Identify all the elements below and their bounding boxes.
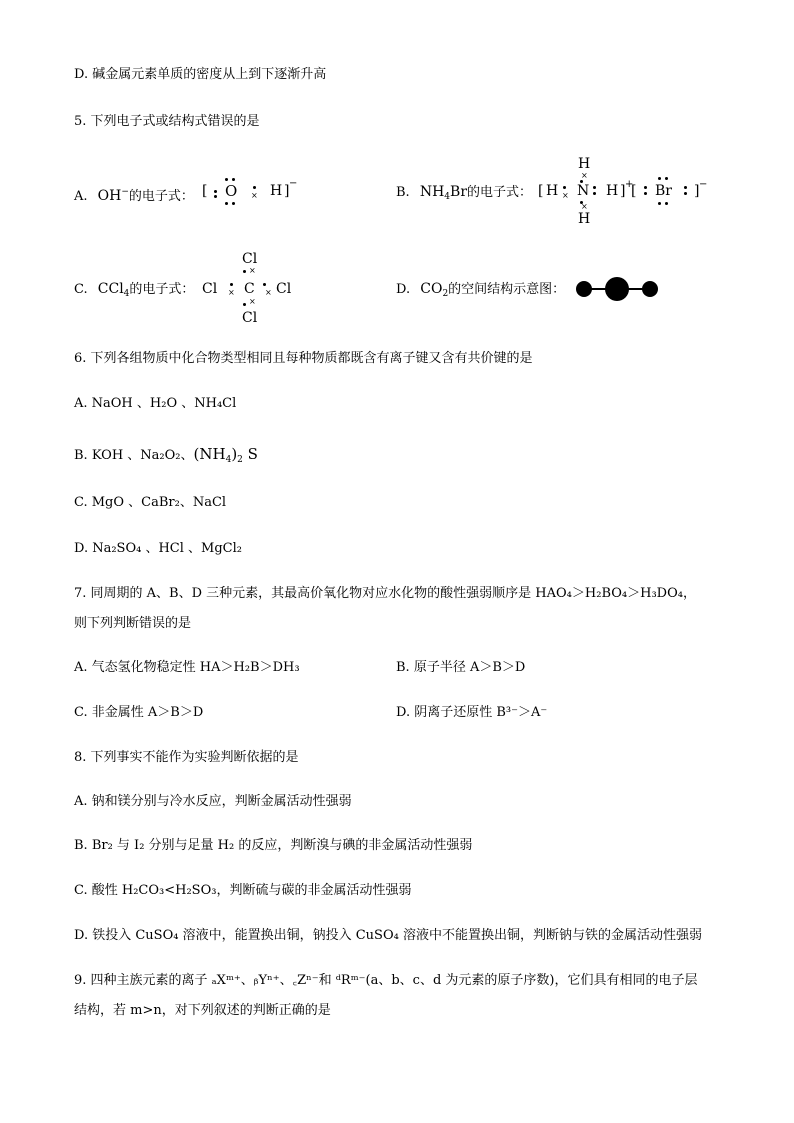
q5c-formula-sub: 4 [123, 289, 130, 299]
dot [644, 186, 647, 189]
q5d-formula [420, 281, 448, 297]
dot [644, 192, 647, 195]
cross-electron: × [251, 191, 258, 200]
co2-space-model-icon [574, 276, 660, 302]
br-bracket-open: [ [631, 183, 637, 199]
q8-option-c: C. 酸性 H₂CO₃<H₂SO₃，判断硫与碳的非金属活动性强弱 [74, 883, 412, 898]
dot [658, 202, 661, 205]
cross-electron: × [228, 288, 235, 297]
oh-oxygen: O [225, 182, 238, 200]
q6b-formula-part: (NH [193, 445, 226, 463]
dot [214, 195, 217, 198]
q5b-formula-text2: Br [450, 184, 468, 200]
dot [593, 186, 596, 189]
q5-option-d [396, 281, 565, 302]
co2-carbon [605, 277, 629, 301]
q5d-label: D. [396, 282, 411, 297]
oh-charge: − [289, 178, 298, 189]
co2-oxygen-right [642, 281, 658, 297]
q5-option-a [74, 184, 194, 205]
cross-electron: × [265, 288, 272, 297]
q6-stem: 6. 下列各组物质中化合物类型相同且每种物质都既含有离子键又含有共价键的是 [74, 351, 533, 366]
ccl4-cl-left: Cl [202, 281, 218, 297]
oh-bracket-close: ] [284, 183, 290, 199]
q6-option-d: D. Na₂SO₄ 、HCl 、MgCl₂ [74, 541, 242, 556]
dot [593, 192, 596, 195]
ccl4-cl-right: Cl [276, 281, 292, 297]
q5a-formula-text: OH [97, 188, 122, 204]
q5b-formula [420, 184, 467, 200]
q7-option-d: D. 阴离子还原性 B³⁻＞A⁻ [396, 705, 548, 720]
q8-stem: 8. 下列事实不能作为实验判断依据的是 [74, 750, 299, 765]
ccl4-cl-bottom: Cl [242, 310, 258, 326]
dot [225, 202, 228, 205]
q6b-formula-sub: 4 [225, 455, 232, 465]
q6-option-c: C. MgO 、CaBr₂、NaCl [74, 495, 227, 510]
q8-option-a: A. 钠和镁分别与冷水反应，判断金属活动性强弱 [74, 794, 352, 809]
nh4-charge: + [625, 179, 634, 190]
nh4-bracket-open: [ [538, 183, 544, 199]
nh4-nitrogen: N [577, 183, 590, 199]
q8-option-d: D. 铁投入 CuSO₄ 溶液中，能置换出铜，钠投入 CuSO₄ 溶液中不能置换出铜，判断钠与铁的金属活动性强弱 [74, 928, 702, 943]
nh4br-lewis-structure [536, 152, 711, 232]
dot [243, 270, 246, 273]
q5b-text: 的电子式： [467, 185, 533, 200]
q6b-text: B. KOH 、Na₂O₂、 [74, 448, 194, 463]
q7-option-a: A. 气态氢化物稳定性 HA＞H₂B＞DH₃ [74, 660, 300, 675]
q5c-formula [98, 281, 130, 297]
q5c-label: C. [74, 282, 88, 297]
cross-electron: × [581, 202, 588, 211]
q5-stem: 5. 下列电子式或结构式错误的是 [74, 114, 260, 129]
br-charge: − [699, 179, 708, 190]
q8-option-b: B. Br₂ 与 I₂ 分别与足量 H₂ 的反应，判断溴与碘的非金属活动性强弱 [74, 838, 473, 853]
q5c-text: 的电子式： [129, 282, 195, 297]
q5b-formula-text: NH [419, 184, 445, 200]
oh-lewis-structure [198, 172, 308, 212]
nh4-h-right: H [606, 183, 619, 199]
oh-hydrogen: H [270, 183, 283, 199]
dot [214, 190, 217, 193]
nh4-h-top: H [578, 156, 591, 172]
q6b-formula-part: ) [231, 445, 238, 463]
q5d-text: 的空间结构示意图： [448, 282, 566, 297]
cross-electron: × [249, 297, 256, 306]
dot [563, 186, 566, 189]
q6b-formula [194, 445, 258, 463]
cross-electron: × [249, 266, 256, 275]
q9-stem-line2: 结构，若 m>n，对下列叙述的判断正确的是 [74, 1003, 331, 1018]
dot [665, 177, 668, 180]
dot [684, 186, 687, 189]
cross-electron: × [562, 191, 569, 200]
dot [253, 186, 256, 189]
q6b-formula-part: S [242, 445, 258, 463]
q5-option-c [74, 281, 194, 302]
dot [232, 178, 235, 181]
q5a-text: 的电子式： [128, 189, 194, 204]
q7-option-b: B. 原子半径 A＞B＞D [396, 660, 526, 675]
q5b-label: B. [396, 185, 410, 200]
q9-stem-line1: 9. 四种主族元素的离子 ₐXᵐ⁺、ᵦYⁿ⁺、꜀Zⁿ⁻和 ᵈRᵐ⁻(a、b、c、d 为元素的原子序数)，它们具有相同的电子层 [74, 973, 698, 988]
ccl4-cl-top: Cl [242, 251, 258, 267]
nh4-bracket-close: ] [620, 183, 626, 199]
br-bromine: Br [655, 183, 672, 199]
ccl4-lewis-structure [200, 248, 310, 328]
nh4-h-bottom: H [578, 211, 591, 227]
q5c-formula-text: CCl [97, 281, 124, 297]
q5d-formula-text: CO [420, 281, 443, 297]
nh4-h-left: H [546, 183, 559, 199]
q7-stem-line2: 则下列判断错误的是 [74, 616, 192, 631]
dot [263, 283, 266, 286]
dot [225, 178, 228, 181]
q4-option-d: D. 碱金属元素单质的密度从上到下逐渐升高 [74, 67, 327, 82]
ccl4-carbon: C [244, 281, 255, 297]
oh-bracket-open: [ [202, 183, 208, 199]
dot [665, 202, 668, 205]
q5a-formula-sup: − [121, 187, 129, 197]
co2-oxygen-left [576, 281, 592, 297]
cross-electron: × [581, 171, 588, 180]
q5a-formula [98, 188, 129, 204]
dot [232, 202, 235, 205]
q5b-formula-sub: 4 [444, 192, 451, 202]
dot [230, 283, 233, 286]
dot [243, 303, 246, 306]
br-bracket-close: ] [694, 183, 700, 199]
q7-option-c: C. 非金属性 A＞B＞D [74, 705, 204, 720]
q5-option-b [396, 184, 532, 205]
q6-option-a: A. NaOH 、H₂O 、NH₄Cl [74, 396, 237, 411]
q5d-formula-sub: 2 [442, 289, 449, 299]
q7-stem-line1: 7. 同周期的 A、B、D 三种元素，其最高价氧化物对应水化物的酸性强弱顺序是 HAO₄＞H₂BO₄＞H₃DO₄， [74, 586, 696, 601]
q6-option-b [74, 446, 258, 468]
q5a-label: A. [74, 189, 88, 204]
q6b-formula-sub: 2 [237, 455, 243, 465]
dot [658, 177, 661, 180]
dot [684, 192, 687, 195]
